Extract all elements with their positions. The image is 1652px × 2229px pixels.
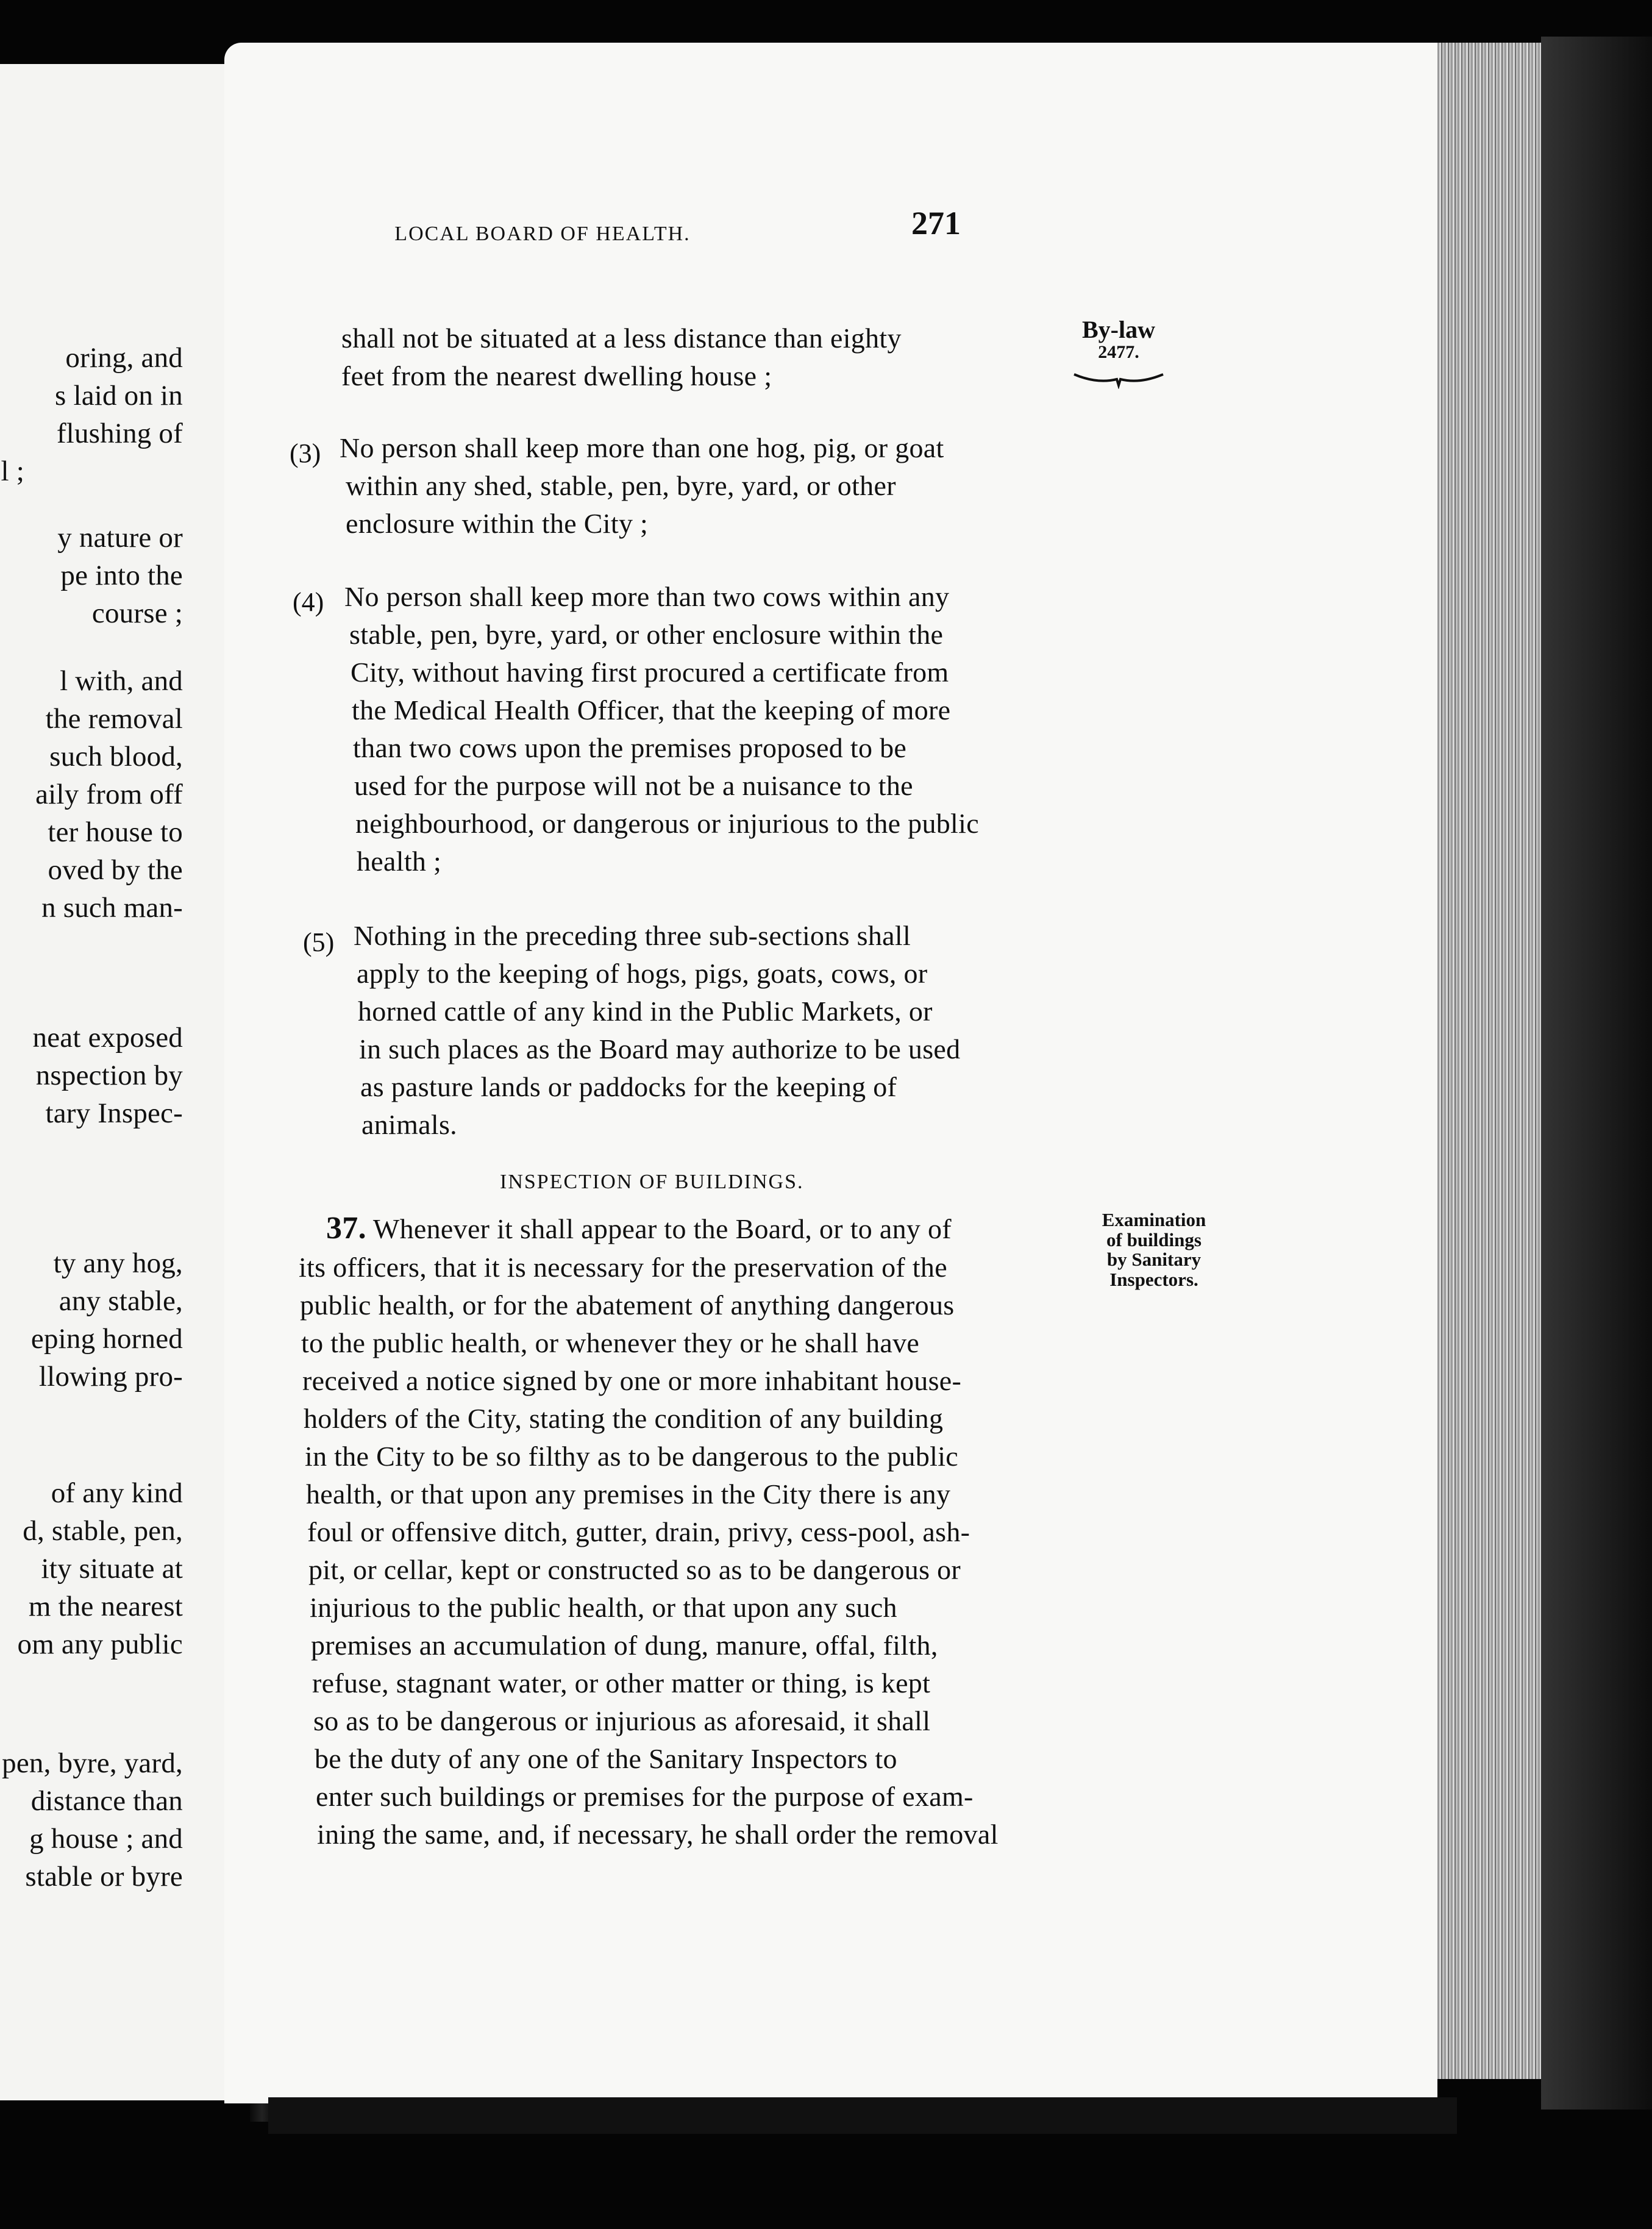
item-line: than two cows upon the premises proposed to be — [353, 732, 907, 763]
item-line: within any shed, stable, pen, byre, yard, or other — [346, 470, 896, 501]
item-number: (4) — [293, 587, 324, 617]
left-fragment: n such man- — [41, 892, 183, 924]
item-number: (3) — [290, 438, 321, 468]
section-line: public health, or for the abatement of anything dangerous — [300, 1289, 955, 1321]
section-line: in the City to be so filthy as to be dangerous to the public — [305, 1441, 959, 1472]
item-line: health ; — [357, 846, 442, 877]
left-fragment: g house ; and — [29, 1823, 183, 1855]
left-fragment: l with, and — [60, 665, 183, 697]
left-fragment: d, stable, pen, — [23, 1515, 183, 1547]
item-line: Nothing in the preceding three sub-sections shall — [354, 920, 911, 951]
left-fragment: oring, and — [65, 342, 183, 374]
left-fragment: course ; — [91, 597, 183, 629]
section-line: premises an accumulation of dung, manure, offal, filth, — [311, 1630, 938, 1661]
left-page — [0, 64, 250, 2100]
item-line: No person shall keep more than two cows within any — [344, 581, 950, 612]
item-line: enclosure within the City ; — [346, 508, 649, 539]
continuation-line: shall not be situated at a less distance than eighty — [341, 323, 902, 354]
item-number: (5) — [303, 927, 335, 957]
section-line: ining the same, and, if necessary, he shall order the removal — [317, 1819, 999, 1850]
section-line: refuse, stagnant water, or other matter or thing, is kept — [312, 1667, 931, 1699]
left-fragment: any stable, — [59, 1285, 183, 1317]
sidenote-examination-line: of buildings — [1106, 1229, 1202, 1250]
left-fragment: flushing of — [56, 418, 183, 449]
section-line: to the public health, or whenever they or he shall have — [301, 1327, 920, 1358]
section-number: 37. — [326, 1211, 366, 1246]
left-fragment: m the nearest — [28, 1591, 183, 1622]
left-fragment: om any public — [17, 1628, 183, 1660]
section-line: holders of the City, stating the condition of any building — [304, 1403, 944, 1434]
item-line: City, without having first procured a certificate from — [351, 657, 949, 688]
section-line: enter such buildings or premises for the purpose of exam- — [316, 1781, 974, 1812]
item-line: horned cattle of any kind in the Public Markets, or — [358, 996, 933, 1027]
section-line: its officers, that it is necessary for the preservation of the — [299, 1252, 947, 1283]
section-line: pit, or cellar, kept or constructed so as to be dangerous or — [308, 1554, 961, 1585]
left-fragment: eping horned — [30, 1323, 183, 1355]
left-fragment: neat exposed — [32, 1022, 183, 1054]
left-fragment: aily from off — [35, 779, 183, 810]
section-heading: INSPECTION OF BUILDINGS. — [500, 1171, 804, 1193]
left-fragment: y nature or — [57, 522, 183, 554]
left-fragment: l ; — [1, 455, 24, 487]
left-fragment: pen, byre, yard, — [2, 1747, 183, 1779]
sidenote-bylaw-number: 2477. — [1098, 342, 1139, 362]
sidenote-examination-line: by Sanitary — [1106, 1249, 1202, 1271]
continuation-line: feet from the nearest dwelling house ; — [341, 360, 772, 391]
section-line: injurious to the public health, or that upon any such — [310, 1592, 897, 1623]
sidenote-examination-line: Examination — [1102, 1209, 1206, 1230]
left-fragment: s laid on in — [55, 380, 183, 412]
left-fragment: pe into the — [60, 560, 183, 591]
item-line: as pasture lands or paddocks for the keeping of — [360, 1071, 897, 1102]
section-line: be the duty of any one of the Sanitary Inspectors to — [315, 1743, 897, 1774]
item-line: No person shall keep more than one hog, pig, or goat — [340, 432, 944, 463]
section-first-line-text: Whenever it shall appear to the Board, or to any of — [372, 1213, 952, 1244]
item-line: in such places as the Board may authorize to be used — [359, 1033, 961, 1065]
item-line: the Medical Health Officer, that the keeping of more — [352, 694, 951, 726]
section-line: health, or that upon any premises in the City there is any — [306, 1478, 951, 1510]
bottom-shadow — [268, 2097, 1457, 2134]
left-fragment: oved by the — [48, 854, 183, 886]
section-line: so as to be dangerous or injurious as aforesaid, it shall — [313, 1705, 931, 1736]
section-line: foul or offensive ditch, gutter, drain, privy, cess-pool, ash- — [307, 1516, 970, 1547]
brace-icon — [1073, 371, 1164, 389]
section-first-line — [326, 1210, 952, 1246]
sidenote-bylaw — [1073, 317, 1164, 362]
left-fragment: ter house to — [48, 816, 183, 848]
left-fragment: tary Inspec- — [45, 1097, 183, 1129]
left-fragment: distance than — [30, 1785, 183, 1817]
book-cover-edge — [1541, 37, 1652, 2110]
item-line: neighbourhood, or dangerous or injurious to the public — [355, 808, 979, 839]
left-fragment: nspection by — [35, 1060, 183, 1091]
sidenote-bylaw-title: By-law — [1082, 316, 1155, 343]
left-fragment: llowing pro- — [38, 1361, 183, 1393]
page-edges — [1437, 43, 1541, 2079]
sidenote-examination-line: Inspectors. — [1109, 1268, 1198, 1290]
item-line: used for the purpose will not be a nuisance to the — [354, 770, 913, 801]
section-line: received a notice signed by one or more inhabitant house- — [302, 1365, 962, 1396]
page-number: 271 — [911, 205, 961, 241]
left-fragment: such blood, — [49, 741, 183, 772]
sidenote-examination — [1084, 1210, 1224, 1289]
running-head: LOCAL BOARD OF HEALTH. — [394, 223, 691, 245]
left-fragment: stable or byre — [25, 1861, 183, 1892]
item-line: stable, pen, byre, yard, or other enclosure within the — [349, 619, 944, 650]
left-fragment: of any kind — [51, 1477, 183, 1509]
left-fragment: ty any hog, — [53, 1247, 183, 1279]
item-line: animals. — [361, 1109, 457, 1140]
left-fragment: ity situate at — [41, 1553, 183, 1585]
left-fragment: the removal — [45, 703, 183, 735]
item-line: apply to the keeping of hogs, pigs, goats, cows, or — [357, 958, 928, 989]
